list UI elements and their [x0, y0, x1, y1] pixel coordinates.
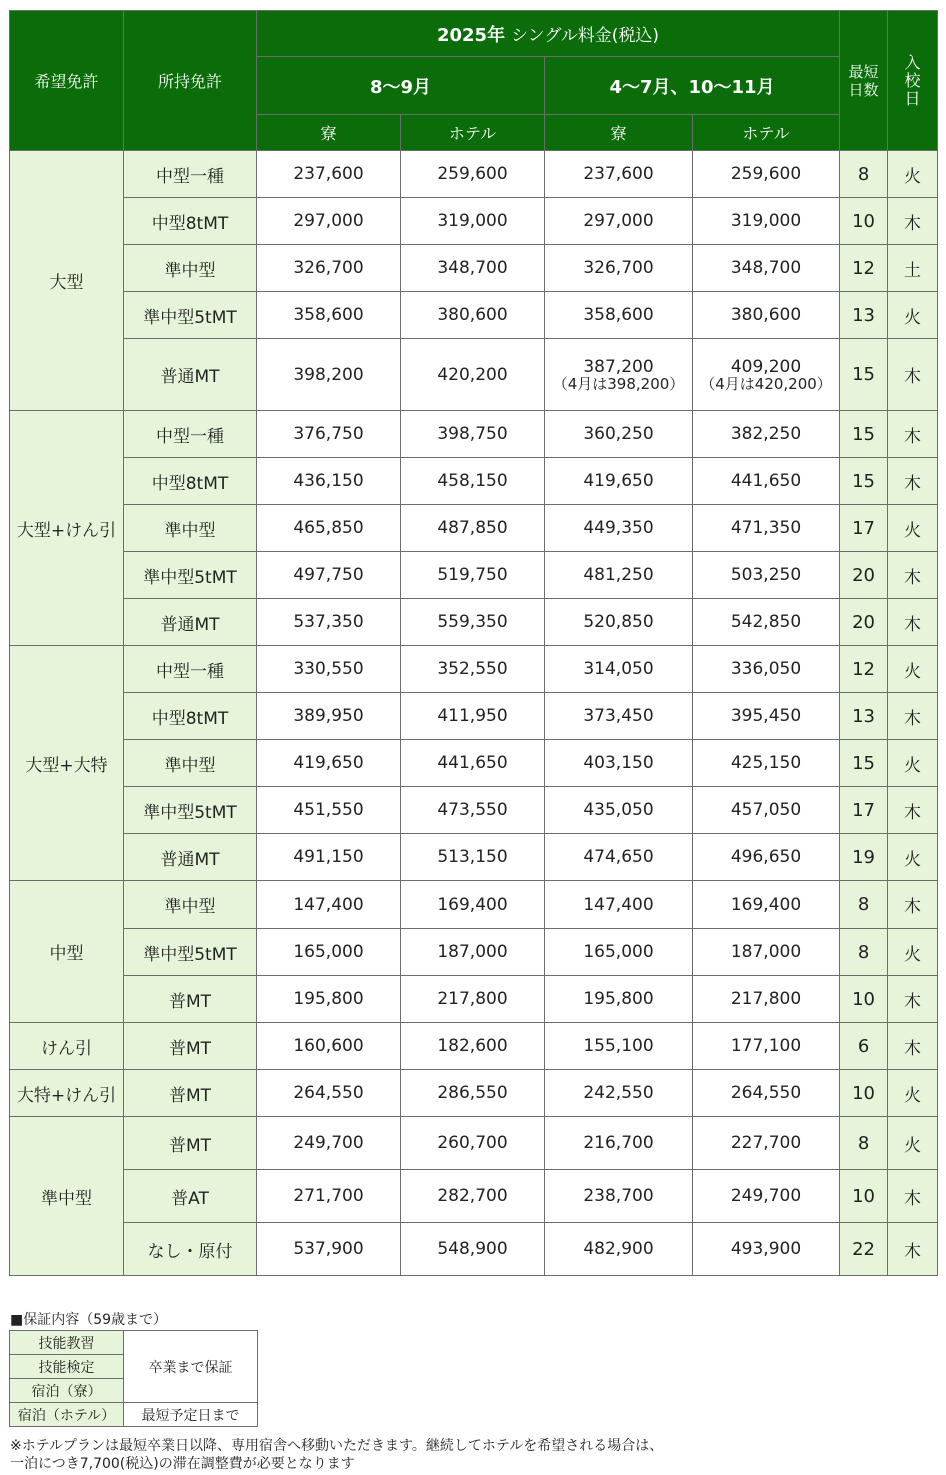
header-title-rest: シングル料金(税込)	[511, 25, 660, 46]
price-other-dorm: 195,800	[545, 976, 693, 1023]
wish-license-cell: 大型+けん引	[10, 411, 124, 646]
table-row	[10, 505, 938, 552]
price-other-dorm: 435,050	[545, 787, 693, 834]
price-other-hotel: 425,150	[693, 740, 840, 787]
price-other-dorm: 360,250	[545, 411, 693, 458]
price-other-hotel: 169,400	[693, 881, 840, 929]
price-aug-sep-dorm: 330,550	[257, 646, 401, 693]
price-aug-sep-dorm: 326,700	[257, 245, 401, 292]
min-days-cell: 10	[840, 198, 888, 245]
header-dorm: 寮	[257, 115, 401, 151]
price-other-hotel: 319,000	[693, 198, 840, 245]
price-other-hotel: 457,050	[693, 787, 840, 834]
min-days-cell: 10	[840, 1170, 888, 1223]
price-other-hotel: 177,100	[693, 1023, 840, 1070]
table-row	[10, 292, 938, 339]
entry-day-cell: 木	[888, 976, 938, 1023]
price-aug-sep-hotel: 411,950	[401, 693, 545, 740]
held-license-cell: 普MT	[124, 1023, 257, 1070]
price-other-dorm: 238,700	[545, 1170, 693, 1223]
min-days-cell: 15	[840, 411, 888, 458]
price-aug-sep-hotel: 513,150	[401, 834, 545, 881]
entry-day-cell: 火	[888, 740, 938, 787]
price-other-dorm: 147,400	[545, 881, 693, 929]
price-aug-sep-hotel: 473,550	[401, 787, 545, 834]
held-license-cell: 準中型	[124, 245, 257, 292]
price-table	[9, 10, 938, 1276]
price-other-hotel	[693, 339, 840, 411]
entry-day-cell: 木	[888, 458, 938, 505]
price-aug-sep-dorm: 297,000	[257, 198, 401, 245]
price-aug-sep-dorm: 264,550	[257, 1070, 401, 1117]
min-days-cell: 22	[840, 1223, 888, 1276]
held-license-cell: 普通MT	[124, 599, 257, 646]
held-license-cell: 中型一種	[124, 411, 257, 458]
held-license-cell: 中型一種	[124, 151, 257, 198]
price-aug-sep-dorm: 497,750	[257, 552, 401, 599]
price-aug-sep-dorm: 419,650	[257, 740, 401, 787]
price-aug-sep-hotel: 286,550	[401, 1070, 545, 1117]
price-other-hotel: 395,450	[693, 693, 840, 740]
entry-day-cell: 木	[888, 693, 938, 740]
min-days-cell: 17	[840, 505, 888, 552]
price-aug-sep-dorm: 389,950	[257, 693, 401, 740]
price-aug-sep-dorm: 195,800	[257, 976, 401, 1023]
held-license-cell: 準中型5tMT	[124, 552, 257, 599]
guarantee-item-hotel: 宿泊（ホテル）	[10, 1403, 124, 1427]
footnote	[10, 1437, 663, 1473]
price-aug-sep-hotel: 319,000	[401, 198, 545, 245]
price-other-dorm: 242,550	[545, 1070, 693, 1117]
entry-day-cell: 木	[888, 411, 938, 458]
held-license-cell: 普通MT	[124, 834, 257, 881]
price-aug-sep-dorm: 271,700	[257, 1170, 401, 1223]
header-year: 2025年	[436, 24, 506, 46]
price-aug-sep-dorm: 249,700	[257, 1117, 401, 1170]
min-days-cell: 8	[840, 929, 888, 976]
price-aug-sep-hotel: 217,800	[401, 976, 545, 1023]
guarantee-table	[9, 1330, 258, 1427]
wish-license-cell: 大特+けん引	[10, 1070, 124, 1117]
table-row	[10, 552, 938, 599]
held-license-cell: なし・原付	[124, 1223, 257, 1276]
guarantee-title: ■保証内容（59歳まで）	[10, 1312, 168, 1328]
header-wish-license: 希望免許	[10, 11, 124, 151]
price-other-dorm: 237,600	[545, 151, 693, 198]
table-row	[10, 787, 938, 834]
min-days-cell: 10	[840, 1070, 888, 1117]
price-body	[10, 151, 938, 1276]
table-row	[10, 929, 938, 976]
price-aug-sep-dorm: 537,900	[257, 1223, 401, 1276]
table-row	[10, 245, 938, 292]
price-other-hotel-value: 409,200	[730, 356, 802, 377]
entry-day-cell: 木	[888, 1170, 938, 1223]
entry-day-cell: 土	[888, 245, 938, 292]
price-other-dorm: 326,700	[545, 245, 693, 292]
price-other-dorm: 373,450	[545, 693, 693, 740]
held-license-cell: 準中型5tMT	[124, 929, 257, 976]
price-aug-sep-hotel: 352,550	[401, 646, 545, 693]
price-other-dorm-note: （4月は398,200）	[552, 374, 685, 393]
held-license-cell: 普MT	[124, 1070, 257, 1117]
price-aug-sep-hotel: 348,700	[401, 245, 545, 292]
entry-day-cell: 木	[888, 339, 938, 411]
min-days-cell: 6	[840, 1023, 888, 1070]
held-license-cell: 中型一種	[124, 646, 257, 693]
header-title	[257, 11, 840, 57]
price-aug-sep-hotel: 420,200	[401, 339, 545, 411]
price-other-dorm: 482,900	[545, 1223, 693, 1276]
price-other-dorm: 314,050	[545, 646, 693, 693]
entry-day-cell: 火	[888, 646, 938, 693]
price-aug-sep-dorm: 451,550	[257, 787, 401, 834]
min-days-cell: 20	[840, 599, 888, 646]
price-other-dorm	[545, 339, 693, 411]
entry-day-cell: 木	[888, 552, 938, 599]
price-aug-sep-hotel: 519,750	[401, 552, 545, 599]
price-aug-sep-dorm: 165,000	[257, 929, 401, 976]
entry-day-cell: 木	[888, 198, 938, 245]
held-license-cell: 準中型	[124, 881, 257, 929]
header-held-license: 所持免許	[124, 11, 257, 151]
table-row	[10, 411, 938, 458]
price-aug-sep-dorm: 147,400	[257, 881, 401, 929]
min-days-cell: 12	[840, 646, 888, 693]
held-license-cell: 普MT	[124, 976, 257, 1023]
price-aug-sep-dorm: 398,200	[257, 339, 401, 411]
price-other-hotel: 336,050	[693, 646, 840, 693]
price-aug-sep-hotel: 487,850	[401, 505, 545, 552]
min-days-cell: 13	[840, 693, 888, 740]
price-aug-sep-hotel: 260,700	[401, 1117, 545, 1170]
header-hotel: ホテル	[401, 115, 545, 151]
price-other-hotel: 348,700	[693, 245, 840, 292]
table-row	[10, 1070, 938, 1117]
table-row	[10, 458, 938, 505]
wish-license-cell: けん引	[10, 1023, 124, 1070]
held-license-cell: 普通MT	[124, 339, 257, 411]
price-aug-sep-dorm: 436,150	[257, 458, 401, 505]
wish-license-cell: 準中型	[10, 1117, 124, 1276]
price-other-hotel: 496,650	[693, 834, 840, 881]
header-min-days: 最短日数	[840, 11, 888, 151]
table-row	[10, 834, 938, 881]
table-row	[10, 1223, 938, 1276]
price-aug-sep-dorm: 537,350	[257, 599, 401, 646]
min-days-cell: 15	[840, 740, 888, 787]
header-hotel: ホテル	[693, 115, 840, 151]
price-aug-sep-hotel: 282,700	[401, 1170, 545, 1223]
header-dorm: 寮	[545, 115, 693, 151]
footnote-line-1: ※ホテルプランは最短卒業日以降、専用宿舎へ移動いただきます。継続してホテルを希望される場合は、	[10, 1438, 664, 1454]
held-license-cell: 中型8tMT	[124, 198, 257, 245]
price-other-dorm: 165,000	[545, 929, 693, 976]
price-other-dorm: 474,650	[545, 834, 693, 881]
price-aug-sep-dorm: 491,150	[257, 834, 401, 881]
price-aug-sep-hotel: 458,150	[401, 458, 545, 505]
entry-day-cell: 木	[888, 599, 938, 646]
min-days-cell: 10	[840, 976, 888, 1023]
table-row	[10, 881, 938, 929]
table-row	[10, 599, 938, 646]
price-other-hotel: 259,600	[693, 151, 840, 198]
price-other-hotel: 217,800	[693, 976, 840, 1023]
held-license-cell: 準中型5tMT	[124, 292, 257, 339]
price-other-dorm: 403,150	[545, 740, 693, 787]
price-other-hotel: 249,700	[693, 1170, 840, 1223]
held-license-cell: 準中型5tMT	[124, 787, 257, 834]
table-row	[10, 339, 938, 411]
header-period-aug-sep: 8～9月	[257, 57, 545, 115]
price-other-hotel: 493,900	[693, 1223, 840, 1276]
header-entry-day: 入校日	[888, 11, 938, 151]
table-row	[10, 151, 938, 198]
held-license-cell: 準中型	[124, 740, 257, 787]
guarantee-item-dorm: 宿泊（寮）	[10, 1379, 124, 1403]
price-other-hotel: 441,650	[693, 458, 840, 505]
price-aug-sep-hotel: 398,750	[401, 411, 545, 458]
table-row	[10, 740, 938, 787]
entry-day-cell: 火	[888, 834, 938, 881]
min-days-cell: 15	[840, 458, 888, 505]
price-other-dorm: 216,700	[545, 1117, 693, 1170]
price-other-hotel-note: （4月は420,200）	[700, 374, 832, 393]
wish-license-cell: 中型	[10, 881, 124, 1023]
price-aug-sep-dorm: 358,600	[257, 292, 401, 339]
price-other-hotel: 471,350	[693, 505, 840, 552]
entry-day-cell: 火	[888, 292, 938, 339]
price-aug-sep-hotel: 559,350	[401, 599, 545, 646]
held-license-cell: 中型8tMT	[124, 693, 257, 740]
table-row	[10, 693, 938, 740]
price-aug-sep-hotel: 182,600	[401, 1023, 545, 1070]
min-days-cell: 15	[840, 339, 888, 411]
price-other-hotel: 503,250	[693, 552, 840, 599]
footnote-line-2: 一泊につき7,700(税込)の滞在調整費が必要となります	[10, 1456, 355, 1472]
guarantee-item-skill-exam: 技能検定	[10, 1355, 124, 1379]
entry-day-cell: 木	[888, 881, 938, 929]
entry-day-cell: 火	[888, 505, 938, 552]
min-days-cell: 12	[840, 245, 888, 292]
price-aug-sep-dorm: 160,600	[257, 1023, 401, 1070]
entry-day-cell: 木	[888, 1023, 938, 1070]
price-other-dorm: 449,350	[545, 505, 693, 552]
entry-day-cell: 火	[888, 1070, 938, 1117]
price-other-dorm: 419,650	[545, 458, 693, 505]
entry-day-cell: 木	[888, 787, 938, 834]
price-other-dorm: 358,600	[545, 292, 693, 339]
min-days-cell: 17	[840, 787, 888, 834]
price-other-dorm: 297,000	[545, 198, 693, 245]
price-other-hotel: 264,550	[693, 1070, 840, 1117]
wish-license-cell: 大型	[10, 151, 124, 411]
held-license-cell: 普MT	[124, 1117, 257, 1170]
price-aug-sep-dorm: 465,850	[257, 505, 401, 552]
held-license-cell: 準中型	[124, 505, 257, 552]
held-license-cell: 普AT	[124, 1170, 257, 1223]
price-other-hotel: 542,850	[693, 599, 840, 646]
min-days-cell: 8	[840, 151, 888, 198]
price-other-dorm-value: 387,200	[583, 356, 654, 377]
price-aug-sep-hotel: 441,650	[401, 740, 545, 787]
entry-day-cell: 火	[888, 151, 938, 198]
price-other-hotel: 380,600	[693, 292, 840, 339]
entry-day-cell: 木	[888, 1223, 938, 1276]
table-row	[10, 976, 938, 1023]
entry-day-cell: 火	[888, 929, 938, 976]
guarantee-hotel-value: 最短予定日まで	[124, 1403, 258, 1427]
price-aug-sep-dorm: 237,600	[257, 151, 401, 198]
min-days-cell: 20	[840, 552, 888, 599]
guarantee-item-skill-lesson: 技能教習	[10, 1331, 124, 1355]
header-period-apr-jul-oct-nov: 4～7月、10～11月	[545, 57, 840, 115]
min-days-cell: 8	[840, 1117, 888, 1170]
table-row	[10, 198, 938, 245]
price-other-hotel: 187,000	[693, 929, 840, 976]
table-row	[10, 1170, 938, 1223]
table-row	[10, 1117, 938, 1170]
price-aug-sep-hotel: 259,600	[401, 151, 545, 198]
wish-license-cell: 大型+大特	[10, 646, 124, 881]
price-aug-sep-hotel: 187,000	[401, 929, 545, 976]
entry-day-cell: 火	[888, 1117, 938, 1170]
min-days-cell: 8	[840, 881, 888, 929]
price-aug-sep-dorm: 376,750	[257, 411, 401, 458]
min-days-cell: 13	[840, 292, 888, 339]
price-other-hotel: 227,700	[693, 1117, 840, 1170]
price-other-dorm: 481,250	[545, 552, 693, 599]
price-other-dorm: 520,850	[545, 599, 693, 646]
held-license-cell: 中型8tMT	[124, 458, 257, 505]
min-days-cell: 19	[840, 834, 888, 881]
price-aug-sep-hotel: 548,900	[401, 1223, 545, 1276]
price-other-hotel: 382,250	[693, 411, 840, 458]
guarantee-until-graduation: 卒業まで保証	[124, 1331, 258, 1403]
price-aug-sep-hotel: 169,400	[401, 881, 545, 929]
price-aug-sep-hotel: 380,600	[401, 292, 545, 339]
table-row	[10, 646, 938, 693]
table-row	[10, 1023, 938, 1070]
price-other-dorm: 155,100	[545, 1023, 693, 1070]
